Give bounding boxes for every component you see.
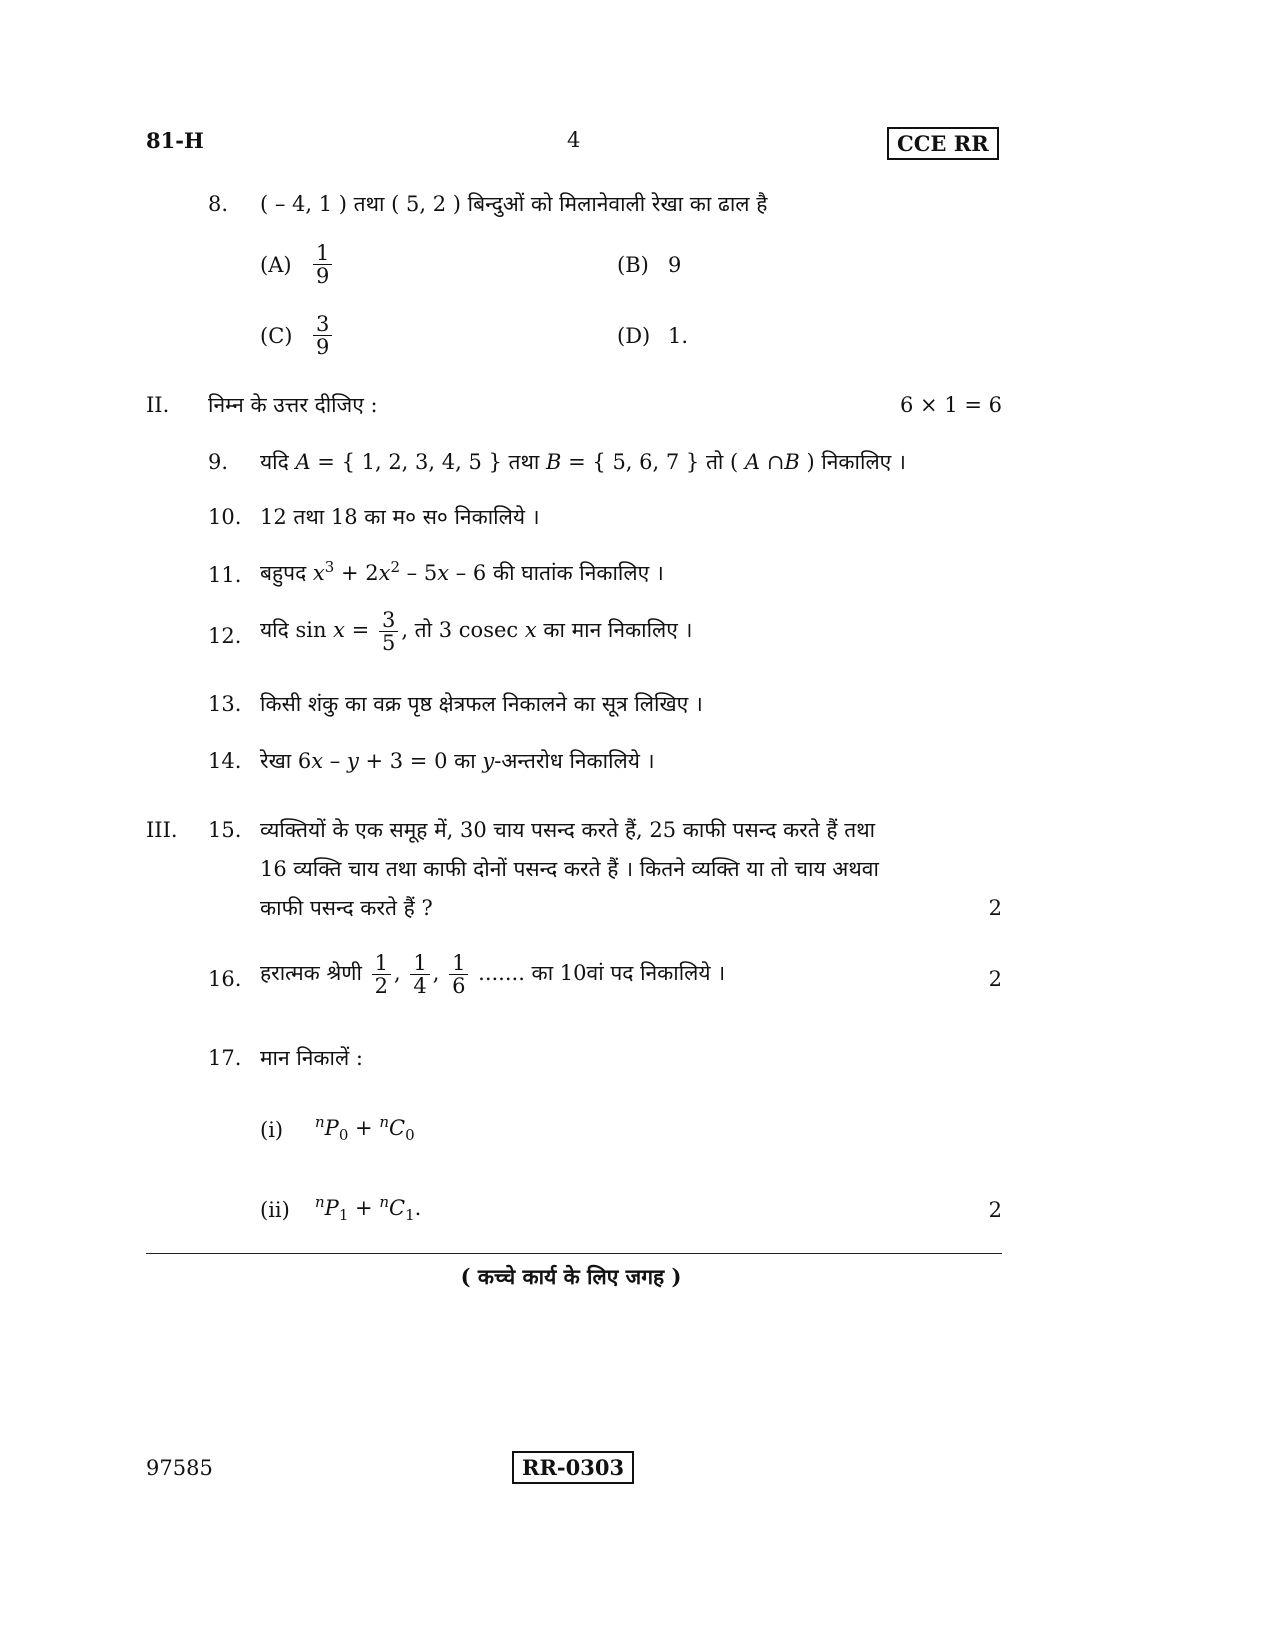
q8-number: 8. [208, 192, 229, 216]
q17-marks: 2 [988, 1198, 1002, 1222]
q15-number: 15. [208, 818, 242, 842]
q15-marks: 2 [988, 896, 1002, 920]
q10-number: 10. [208, 505, 242, 529]
q15-line-1: व्यक्तियों के एक समूह में, 30 चाय पसन्द करते हैं, 25 काफी पसन्द करते हैं तथा [260, 818, 876, 842]
q13-number: 13. [208, 692, 242, 716]
divider [146, 1253, 1002, 1254]
q15-line-2: 16 व्यक्ति चाय तथा काफी दोनों पसन्द करते हैं । कितने व्यक्ति या तो चाय अथवा [260, 857, 879, 881]
q17-number: 17. [208, 1046, 242, 1070]
q8-option-b-value: 9 [668, 253, 682, 277]
q8-option-c-value [310, 313, 335, 358]
q14-number: 14. [208, 749, 242, 773]
header-badge: CCE RR [887, 127, 999, 160]
q9-text: यदि A = { 1, 2, 3, 4, 5 } तथा B = { 5, 6, 7 } तो ( A ∩B ) निकालिए । [260, 450, 906, 474]
q17-part-ii-expression: $^nP_1 + ^nC_1$. [315, 1193, 422, 1225]
q9-number: 9. [208, 450, 229, 474]
q8-option-c-label: (C) [260, 324, 293, 348]
q11-text: बहुपद $x^3 + 2x^2 - 5x - 6$ की घातांक निकालिए । [260, 558, 664, 585]
fraction-numerator: 1 [313, 242, 332, 265]
q15-line-3: काफी पसन्द करते हैं ? [260, 896, 433, 920]
q8-option-a-label: (A) [260, 253, 292, 277]
q17-text: मान निकालें : [260, 1046, 363, 1070]
q16-text: हरात्मक श्रेणी $\frac{1}{2}$ , $\frac{1}{4}$ , $\frac{1}{6}$ ....... का 10वां पद निकालिये । [260, 951, 726, 999]
q10-text: 12 तथा 18 का म० स० निकालिये । [260, 505, 540, 529]
page-number: 4 [567, 128, 581, 152]
paper-code: 81-H [146, 128, 204, 153]
q17-part-i-label: (i) [260, 1118, 284, 1142]
q16-marks: 2 [988, 967, 1002, 991]
section-2-roman: II. [146, 393, 170, 417]
section-3-roman: III. [146, 818, 178, 842]
q12-text: यदि sin x = $\frac{3}{5}$ , तो 3 cosec x का मान निकालिए । [260, 608, 693, 656]
q14-text: रेखा 6x – y + 3 = 0 का y-अन्तरोध निकालिये । [260, 749, 655, 773]
q17-part-i-expression: $^nP_0 + ^nC_0$ [315, 1113, 415, 1145]
section-2-instruction: निम्न के उत्तर दीजिए : [208, 393, 378, 417]
fraction-denominator: 9 [316, 264, 330, 289]
q8-option-b-label: (B) [617, 253, 649, 277]
q17-part-ii-label: (ii) [260, 1198, 290, 1222]
footer-badge: RR-0303 [512, 1451, 634, 1484]
q11-number: 11. [208, 563, 242, 587]
q8-option-d-label: (D) [617, 324, 651, 348]
section-2-marks: 6 × 1 = 6 [900, 393, 1002, 417]
q8-option-d-value: 1. [668, 324, 689, 348]
fraction-numerator: 3 [313, 313, 332, 336]
q13-text: किसी शंकु का वक्र पृष्ठ क्षेत्रफल निकालने का सूत्र लिखिए । [260, 692, 703, 716]
q8-text: ( – 4, 1 ) तथा ( 5, 2 ) बिन्दुओं को मिलानेवाली रेखा का ढाल है [260, 192, 768, 216]
q8-option-a-value [310, 242, 335, 287]
fraction-denominator: 9 [316, 335, 330, 360]
q12-number: 12. [208, 624, 242, 648]
q16-number: 16. [208, 967, 242, 991]
rough-work-label: ( कच्चे कार्य के लिए जगह ) [460, 1264, 682, 1289]
footer-number: 97585 [146, 1456, 213, 1480]
